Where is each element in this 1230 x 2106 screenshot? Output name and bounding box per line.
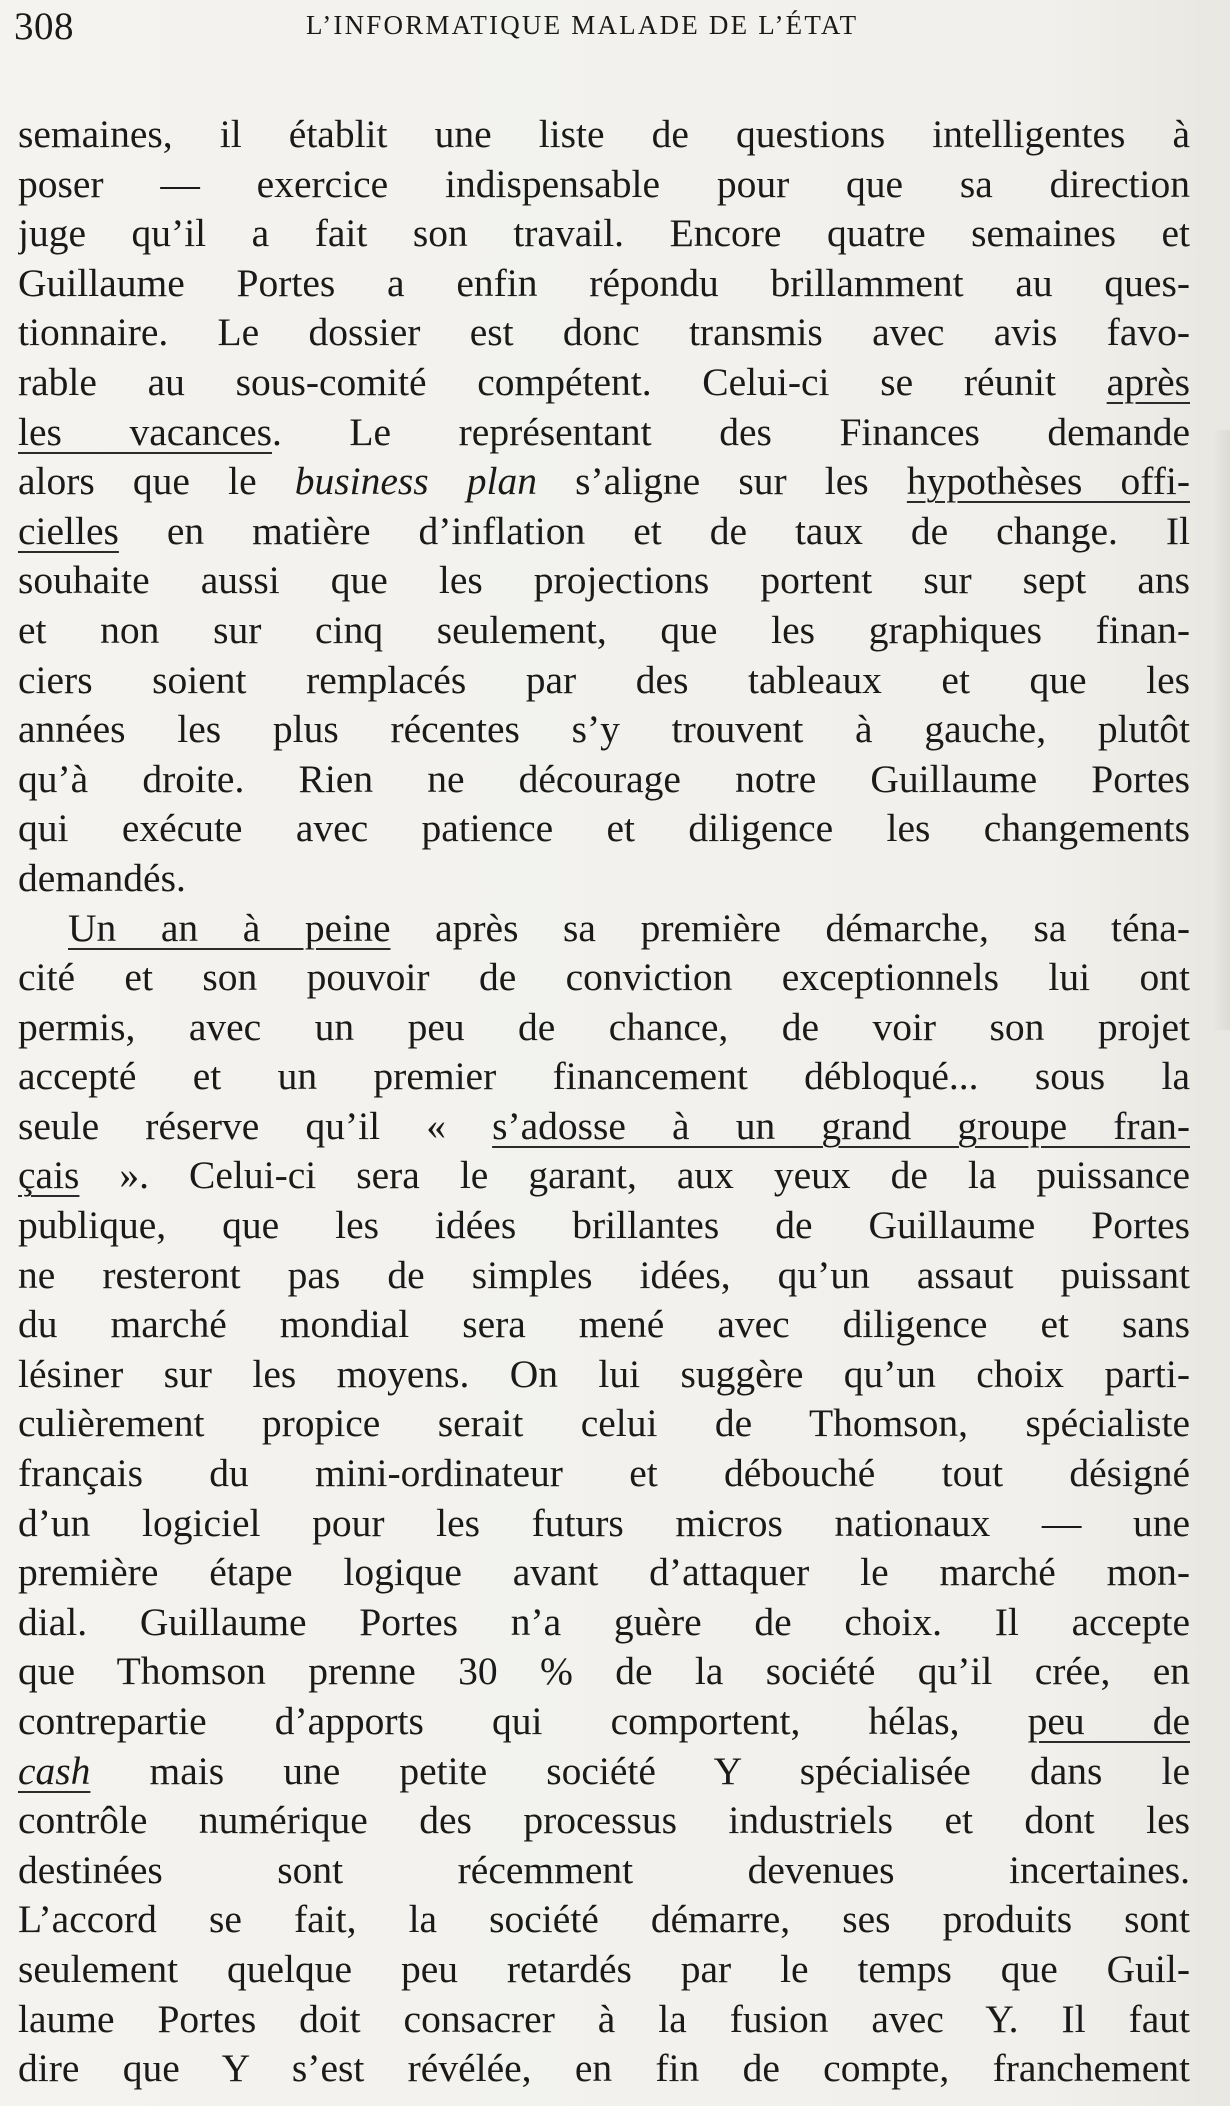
text-line xyxy=(18,804,1190,854)
text-line xyxy=(18,854,1190,904)
text-line xyxy=(18,1350,1190,1400)
text-run: seule réserve qu’il « xyxy=(18,1103,493,1148)
text-run: et non sur cinq seulement, que les graphiques finan- xyxy=(18,607,1190,652)
text-line xyxy=(18,457,1190,507)
text-line xyxy=(18,1697,1190,1747)
text-line xyxy=(18,1151,1190,1201)
text-run: accepté et un premier financement débloqué... sous la xyxy=(18,1054,1190,1099)
text-run: semaines, il établit une liste de questions intelligentes à xyxy=(18,112,1190,156)
text-run: L’accord se fait, la société démarre, ses produits sont xyxy=(18,1897,1190,1942)
underlined-phrase: cielles xyxy=(18,508,119,553)
underlined-phrase: çais xyxy=(18,1153,80,1198)
underlined-phrase: Un an à peine xyxy=(68,905,391,950)
text-run: . Le représentant des Finances demande xyxy=(271,409,1190,454)
text-run: ne resteront pas de simples idées, qu’un assaut puissant xyxy=(18,1252,1190,1297)
underlined-phrase: s’adosse à un grand groupe fran- xyxy=(492,1103,1190,1148)
text-run: destinées sont récemment devenues incertaines. xyxy=(18,1847,1190,1892)
italic-phrase: business plan xyxy=(294,459,538,504)
text-line xyxy=(18,1995,1190,2045)
text-run: après sa première démarche, sa téna- xyxy=(390,905,1190,950)
text-run: cité et son pouvoir de conviction exceptionnels lui ont xyxy=(18,955,1190,1000)
text-line xyxy=(18,1300,1190,1350)
text-line xyxy=(18,1201,1190,1251)
text-run: qu’à droite. Rien ne décourage notre Guillaume Portes xyxy=(18,756,1190,801)
text-run: lésiner sur les moyens. On lui suggère qu’un choix parti- xyxy=(18,1351,1190,1396)
text-line xyxy=(18,705,1190,755)
text-run: dial. Guillaume Portes n’a guère de choix. Il accepte xyxy=(18,1599,1190,1644)
text-run: tionnaire. Le dossier est donc transmis avec avis favo- xyxy=(18,310,1190,355)
text-line xyxy=(18,1399,1190,1449)
text-line xyxy=(18,606,1190,656)
text-line xyxy=(18,1449,1190,1499)
underlined-phrase: peu de xyxy=(1027,1699,1190,1743)
text-line xyxy=(18,507,1190,557)
text-run: demandés. xyxy=(18,855,186,900)
text-line xyxy=(18,308,1190,358)
text-run: ciers soient remplacés par des tableaux et que les xyxy=(18,657,1190,702)
text-run: Guillaume Portes a enfin répondu brillamment au ques- xyxy=(18,260,1190,305)
text-run: seulement quelque peu retardés par le temps que Guil- xyxy=(18,1946,1190,1991)
text-line xyxy=(18,1052,1190,1102)
body-text xyxy=(18,110,1190,2094)
text-line xyxy=(18,408,1190,458)
text-run: en matière d’inflation et de taux de change. Il xyxy=(118,508,1190,553)
text-line xyxy=(18,259,1190,309)
running-head: L’INFORMATIQUE MALADE DE L’ÉTAT xyxy=(306,10,859,40)
text-line xyxy=(18,1003,1190,1053)
text-run: culièrement propice serait celui de Thomson, spécialiste xyxy=(18,1401,1190,1446)
text-line xyxy=(18,1895,1190,1945)
text-run: rable au sous-comité compétent. Celui-ci se réunit xyxy=(18,359,1107,404)
text-run: français du mini-ordinateur et débouché tout désigné xyxy=(18,1451,1190,1496)
underlined-phrase: les vacances xyxy=(18,409,272,454)
text-line xyxy=(18,1102,1190,1152)
text-line xyxy=(18,1846,1190,1896)
text-line xyxy=(18,556,1190,606)
text-line xyxy=(18,110,1190,160)
text-line xyxy=(18,904,1190,954)
text-run: mais une petite société Y spécialisée dans le xyxy=(90,1748,1190,1793)
text-line xyxy=(18,2044,1190,2094)
text-run: années les plus récentes s’y trouvent à gauche, plutôt xyxy=(18,707,1190,752)
page-number: 308 xyxy=(14,5,74,48)
text-run: qui exécute avec patience et diligence les changements xyxy=(18,806,1190,851)
text-run: s’aligne sur les xyxy=(537,459,907,504)
text-run: contrepartie d’apports qui comportent, hélas, xyxy=(18,1699,1028,1743)
text-line xyxy=(18,1251,1190,1301)
underlined-phrase: cash xyxy=(18,1748,91,1793)
text-run: première étape logique avant d’attaquer le marché mon- xyxy=(18,1550,1190,1595)
text-line xyxy=(18,1598,1190,1648)
text-run: du marché mondial sera mené avec diligence et sans xyxy=(18,1302,1190,1347)
text-line xyxy=(18,358,1190,408)
text-line xyxy=(18,1499,1190,1549)
text-line xyxy=(18,1548,1190,1598)
text-run: ». Celui-ci sera le garant, aux yeux de la puissance xyxy=(79,1153,1190,1198)
page-header xyxy=(14,0,1194,62)
text-line xyxy=(18,1647,1190,1697)
text-line xyxy=(18,1796,1190,1846)
underlined-phrase: hypothèses offi- xyxy=(906,459,1190,504)
text-line xyxy=(18,656,1190,706)
text-run: juge qu’il a fait son travail. Encore quatre semaines et xyxy=(18,211,1190,256)
page-edge-shadow xyxy=(1212,430,1230,1030)
text-line xyxy=(18,1945,1190,1995)
text-line xyxy=(18,209,1190,259)
text-run: alors que le xyxy=(18,459,295,504)
text-run: publique, que les idées brillantes de Guillaume Portes xyxy=(18,1203,1190,1248)
text-run: que Thomson prenne 30 % de la société qu’il crée, en xyxy=(18,1649,1190,1694)
text-run: permis, avec un peu de chance, de voir son projet xyxy=(18,1004,1190,1049)
text-run: poser — exercice indispensable pour que sa direction xyxy=(18,161,1190,206)
text-line xyxy=(18,1747,1190,1797)
text-run: dire que Y s’est révélée, en fin de compte, franchement xyxy=(18,2046,1190,2091)
text-line xyxy=(18,755,1190,805)
text-run: souhaite aussi que les projections portent sur sept ans xyxy=(18,558,1190,603)
text-run: laume Portes doit consacrer à la fusion avec Y. Il faut xyxy=(18,1996,1190,2041)
text-line xyxy=(18,160,1190,210)
text-run: d’un logiciel pour les futurs micros nationaux — une xyxy=(18,1500,1190,1545)
text-line xyxy=(18,953,1190,1003)
underlined-phrase: après xyxy=(1106,359,1190,404)
text-run: contrôle numérique des processus industriels et dont les xyxy=(18,1798,1190,1843)
